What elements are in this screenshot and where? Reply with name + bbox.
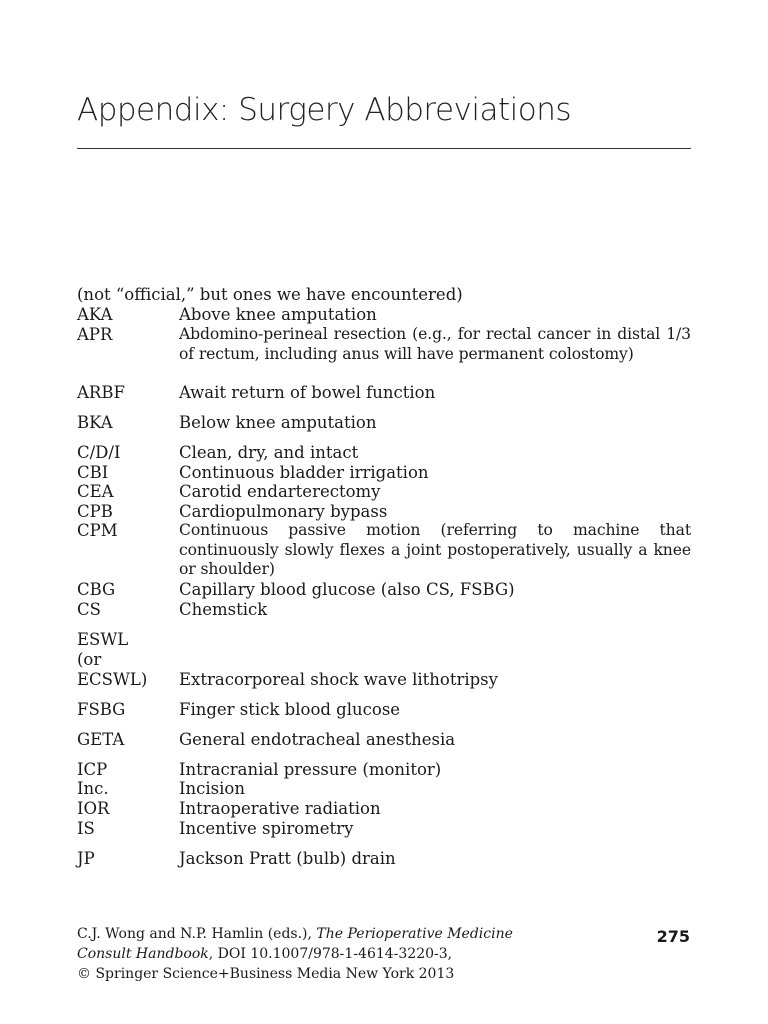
entry-row (77, 580, 691, 600)
entry-definition: Intraoperative radiation (179, 799, 381, 818)
entry-definition: Jackson Pratt (bulb) drain (179, 849, 396, 868)
entry-definition: Cardiopulmonary bypass (179, 502, 388, 521)
entry-row (77, 305, 691, 325)
entry-row (77, 443, 691, 463)
entry-definition: Abdomino-perineal resection (e.g., for rectal cancer in distal 1/3 of rectum, including anus will have permanent colostomy) (179, 325, 691, 363)
entry-row (77, 700, 691, 720)
citation-doi: , DOI 10.1007/978-1-4614-3220-3, (208, 946, 453, 962)
entry-abbr: ARBF (77, 383, 125, 402)
entry-abbr: AKA (77, 305, 113, 324)
entry-abbr: CBG (77, 580, 116, 599)
entry-definition: Above knee amputation (179, 305, 377, 324)
entry-definition: Carotid endarterectomy (179, 482, 381, 501)
entry-row (77, 730, 691, 750)
entry-definition: Continuous bladder irrigation (179, 463, 429, 482)
entry-abbr: GETA (77, 730, 125, 749)
entry-row (77, 600, 691, 620)
entry-abbr: JP (77, 849, 95, 868)
entry-definition: Extracorporeal shock wave lithotripsy (179, 670, 498, 689)
citation-authors: C.J. Wong and N.P. Hamlin (eds.), (77, 926, 317, 942)
footer-citation (77, 924, 597, 984)
entry-row (77, 760, 691, 780)
page-title: Appendix: Surgery Abbreviations (77, 92, 572, 128)
entry-abbr: IS (77, 819, 95, 838)
entry-abbr: CPM (77, 521, 118, 540)
entry-row (77, 521, 691, 580)
entry-row (77, 383, 691, 403)
entry-row (77, 482, 691, 502)
entry-abbr: APR (77, 325, 113, 344)
entry-row (77, 849, 691, 869)
entry-abbr: C/D/I (77, 443, 121, 462)
entry-definition: Incision (179, 779, 245, 798)
entry-definition: Await return of bowel function (179, 383, 436, 402)
entry-abbr: BKA (77, 413, 113, 432)
entry-definition: Incentive spirometry (179, 819, 354, 838)
citation-book-title-cont: Consult Handbook (77, 946, 209, 962)
entry-row (77, 819, 691, 839)
entry-definition: General endotracheal anesthesia (179, 730, 456, 749)
intro-note: (not “official,” but ones we have encountered) (77, 285, 463, 304)
page-number: 275 (656, 927, 690, 946)
entry-definition: Continuous passive motion (referring to machine that continuously slowly flexes a joint postoperatively, usually a knee or shoulder) (179, 521, 691, 578)
entry-definition: Intracranial pressure (monitor) (179, 760, 442, 779)
entry-row (77, 799, 691, 819)
citation-copyright: © Springer Science+Business Media New York 2013 (77, 966, 455, 982)
entry-row (77, 325, 691, 364)
entry-abbr: CBI (77, 463, 109, 482)
entry-abbr: Inc. (77, 779, 109, 798)
entry-row (77, 779, 691, 799)
entry-row (77, 630, 691, 690)
entry-abbr: CEA (77, 482, 114, 501)
entry-definition: Chemstick (179, 600, 268, 619)
entry-definition: Below knee amputation (179, 413, 377, 432)
entry-row (77, 413, 691, 433)
entry-abbr: ICP (77, 760, 108, 779)
entry-definition: Clean, dry, and intact (179, 443, 359, 462)
entry-abbr: IOR (77, 799, 110, 818)
entry-row (77, 502, 691, 522)
entry-definition: Finger stick blood glucose (179, 700, 401, 719)
entry-abbr: CPB (77, 502, 113, 521)
title-rule (77, 148, 691, 149)
entry-abbr: CS (77, 600, 101, 619)
entry-abbr: FSBG (77, 700, 126, 719)
entry-abbr: ESWL (or ECSWL) (77, 630, 148, 689)
entry-row (77, 463, 691, 483)
entry-definition: Capillary blood glucose (also CS, FSBG) (179, 580, 515, 599)
citation-book-title: The Perioperative Medicine (316, 926, 513, 942)
